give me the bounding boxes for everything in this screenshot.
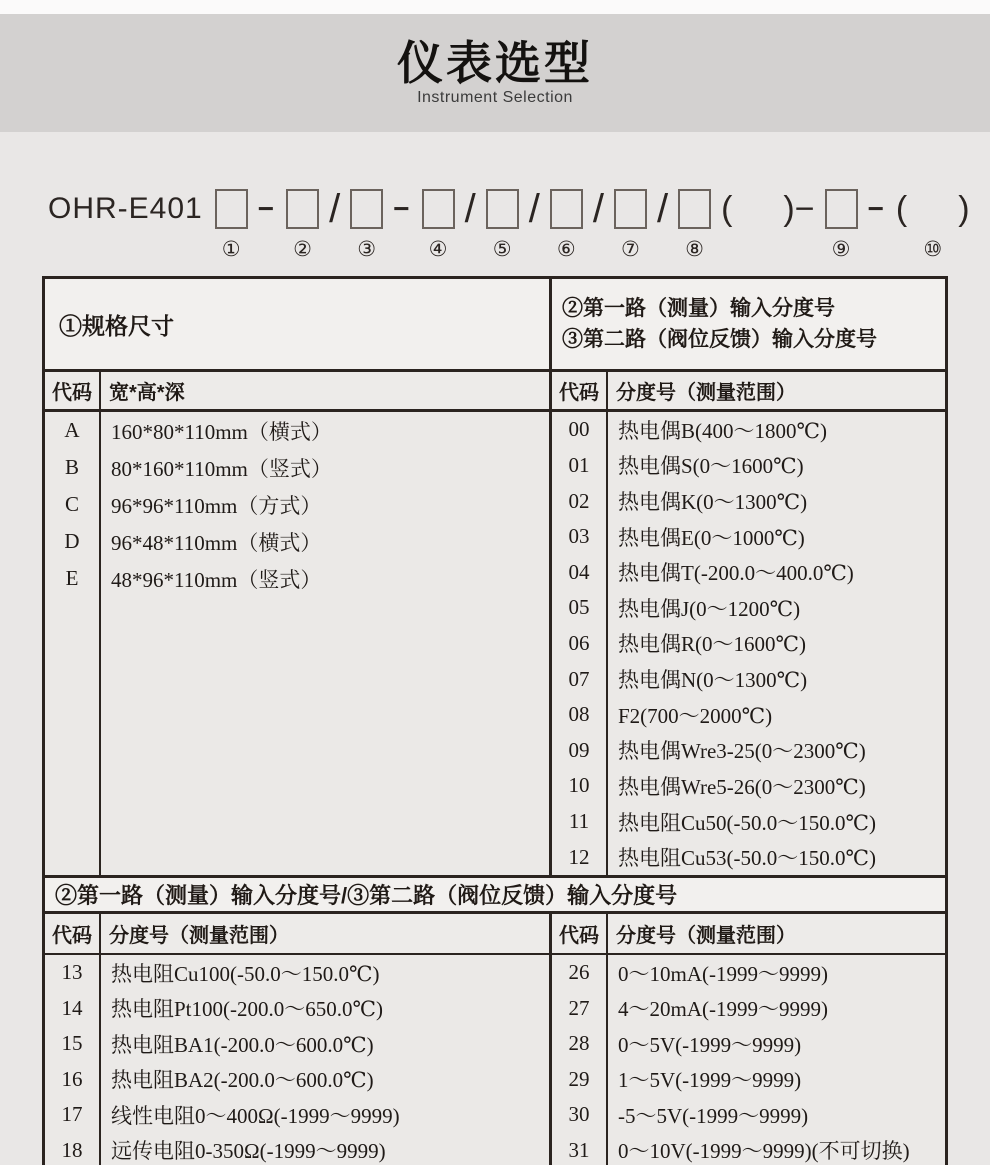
model-segment — [657, 186, 668, 262]
input-header-line1: ②第一路（测量）输入分度号 — [562, 296, 835, 320]
model-box-slot — [678, 186, 711, 232]
spec-size-cell: 48*96*110mm（竖式） — [111, 567, 322, 592]
page-title: 仪表选型 — [397, 36, 593, 89]
spec-size-cell: 96*48*110mm（横式） — [111, 530, 322, 555]
size-column-header: 宽*高*深 — [101, 372, 552, 409]
selection-tables — [42, 276, 948, 1165]
input-range-cell: 热电偶B(400～1800℃) — [618, 418, 827, 443]
graduation-column-header: 分度号（测量范围） — [101, 914, 552, 953]
input-range-cell: 热电阻Cu53(-50.0～150.0℃) — [618, 846, 876, 871]
separator-paren: ( ) — [895, 189, 970, 228]
right-range-cell: 4～20mA(-1999～9999) — [618, 997, 828, 1022]
model-segment — [825, 186, 858, 262]
left-code-cell: 13 — [61, 960, 83, 985]
model-segments — [215, 186, 970, 262]
left-range-cell: 热电阻Cu100(-50.0～150.0℃) — [111, 961, 380, 986]
code-column-header: 代码 — [45, 914, 101, 953]
input-range-cell: 热电偶E(0～1000℃) — [618, 525, 805, 550]
input-range-cell: 热电偶T(-200.0～400.0℃) — [618, 561, 854, 586]
right-range-cell: 1～5V(-1999～9999) — [618, 1068, 802, 1093]
model-digit-box — [286, 189, 319, 229]
left-range-cell: 远传电阻0-350Ω(-1999～9999) — [111, 1139, 386, 1164]
model-box-slot — [614, 186, 647, 232]
position-number: ⑥ — [556, 237, 576, 261]
model-box-slot — [350, 186, 383, 232]
input-code-cell: 03 — [568, 524, 590, 549]
page-header — [0, 14, 990, 132]
table2-data-area — [45, 955, 945, 1165]
input-code-cell: 07 — [568, 666, 590, 691]
position-number: ② — [293, 237, 312, 261]
model-segment — [593, 186, 604, 262]
model-segment — [329, 186, 340, 262]
separator-slash: / — [464, 186, 476, 231]
input-code-cell: 06 — [568, 630, 590, 655]
separator-slash: / — [528, 186, 540, 231]
input-code-cell: 02 — [568, 488, 590, 513]
right-range-cell: -5～5V(-1999～9999) — [618, 1103, 809, 1128]
model-digit-box — [678, 189, 711, 229]
spec-size-cell: 96*96*110mm（方式） — [111, 493, 322, 518]
left-code-cell: 18 — [61, 1137, 83, 1162]
input-code-cell: 10 — [568, 773, 590, 798]
input-code-cell: 09 — [568, 737, 590, 762]
model-digit-box — [350, 189, 383, 229]
model-segment — [868, 186, 886, 262]
left-code-cell: 17 — [61, 1102, 83, 1127]
left-code-column — [45, 955, 101, 1165]
spec-code-cell: C — [64, 492, 79, 516]
table1-header-row — [45, 279, 945, 372]
right-range-cell: 0～10V(-1999～9999)(不可切换) — [618, 1139, 910, 1164]
input-range-cell: 热电偶K(0～1300℃) — [618, 490, 808, 515]
left-range-cell: 热电阻Pt100(-200.0～650.0℃) — [111, 997, 383, 1022]
model-segment — [550, 186, 583, 262]
position-number: ⑩ — [923, 237, 943, 261]
spec-code-cell: B — [64, 455, 79, 479]
page-subtitle: Instrument Selection — [417, 89, 573, 107]
model-segment — [529, 186, 540, 262]
table1-data-area — [45, 412, 945, 875]
model-segment — [422, 186, 455, 262]
position-number: ⑨ — [831, 237, 851, 261]
spec-code-cell: E — [65, 566, 79, 590]
spec-size-cell: 160*80*110mm（横式） — [111, 419, 332, 444]
input-range-cell: F2(700～2000℃) — [618, 703, 773, 728]
separator-slash: / — [656, 186, 669, 231]
left-range-cell: 热电阻BA1(-200.0～600.0℃) — [111, 1032, 374, 1057]
input-range-cell: 热电偶S(0～1600℃) — [618, 454, 804, 479]
input-code-cell: 08 — [568, 702, 590, 727]
separator-slash: / — [329, 186, 341, 231]
input-range-cell: 热电偶R(0～1600℃) — [618, 632, 806, 657]
left-code-cell: 14 — [61, 995, 83, 1020]
separator-dash: − — [867, 193, 886, 224]
right-range-column — [608, 955, 945, 1165]
input-range-cell: 热电偶Wre5-26(0～2300℃) — [618, 774, 866, 799]
model-segment — [258, 186, 276, 262]
input-range-cell: 热电阻Cu50(-50.0～150.0℃) — [618, 810, 876, 835]
right-code-cell: 26 — [568, 960, 590, 985]
spec-code-cell: A — [64, 418, 80, 442]
input-code-cell: 05 — [568, 595, 590, 620]
table2-body — [42, 914, 948, 1165]
right-range-cell: 0～10mA(-1999～9999) — [618, 961, 828, 986]
top-strip — [0, 0, 990, 14]
model-segment — [465, 186, 476, 262]
graduation-column-header: 分度号（测量范围） — [616, 925, 796, 947]
model-code-line — [48, 186, 978, 268]
spec-size-header: ①规格尺寸 — [45, 279, 552, 369]
spec-size-cell: 80*160*110mm（竖式） — [111, 456, 332, 481]
model-segment — [486, 186, 519, 262]
model-box-slot — [550, 186, 583, 232]
model-digit-box — [486, 189, 519, 229]
position-number: ⑧ — [685, 237, 704, 261]
right-range-cell: 0～5V(-1999～9999) — [618, 1032, 802, 1057]
input-range-cell: 热电偶Wre3-25(0～2300℃) — [618, 739, 866, 764]
table1-subheader-row — [45, 372, 945, 412]
model-box-slot — [286, 186, 319, 232]
input-range-cell: 热电偶J(0～1200℃) — [618, 596, 801, 621]
position-number: ① — [221, 237, 241, 261]
code-column-header: 代码 — [45, 372, 101, 409]
right-code-cell: 31 — [568, 1137, 590, 1162]
model-segment — [215, 186, 248, 262]
left-range-cell: 热电阻BA2(-200.0～600.0℃) — [111, 1068, 374, 1093]
input-header-line2: ③第二路（阀位反馈）输入分度号 — [562, 328, 877, 351]
input-range-cell: 热电偶N(0～1300℃) — [618, 668, 808, 693]
model-segment — [614, 186, 647, 262]
separator-dash: − — [257, 193, 277, 224]
left-range-cell: 线性电阻0～400Ω(-1999～9999) — [111, 1103, 400, 1128]
left-range-column — [101, 955, 552, 1165]
model-segment — [393, 186, 411, 262]
right-code-cell: 28 — [568, 1031, 590, 1056]
model-segment — [896, 186, 970, 262]
separator-dash: − — [393, 193, 412, 224]
input-code-cell: 00 — [568, 417, 590, 442]
input-range-column — [608, 412, 945, 875]
code-column-header: 代码 — [552, 914, 608, 953]
position-number: ④ — [428, 237, 448, 261]
separator-paren: ( )− — [721, 189, 815, 228]
model-segment — [678, 186, 711, 262]
position-number: ⑤ — [492, 237, 512, 261]
model-digit-box — [422, 189, 455, 229]
input-code-cell: 01 — [568, 452, 590, 477]
table-spec-and-input — [42, 276, 948, 878]
input-code-cell: 11 — [568, 809, 590, 833]
spec-code-cell: D — [64, 529, 80, 553]
model-box-slot — [486, 186, 519, 232]
input-code-cell: 12 — [568, 844, 590, 869]
model-digit-box — [825, 189, 858, 229]
table2-section-header: ②第一路（测量）输入分度号/③第二路（阀位反馈）输入分度号 — [42, 878, 948, 914]
model-segment — [721, 186, 815, 262]
left-code-cell: 16 — [61, 1066, 83, 1091]
graduation-column-header: 分度号（测量范围） — [616, 382, 796, 404]
model-segment — [286, 186, 319, 262]
input-graduation-header — [552, 279, 945, 369]
right-code-cell: 27 — [568, 995, 590, 1020]
model-box-slot — [215, 186, 248, 232]
left-code-cell: 15 — [61, 1031, 83, 1056]
separator-slash: / — [592, 186, 604, 231]
right-code-cell: 29 — [568, 1066, 590, 1091]
code-column-header: 代码 — [552, 372, 608, 409]
spec-code-column — [45, 412, 101, 875]
model-digit-box — [614, 189, 647, 229]
input-code-cell: 04 — [568, 559, 590, 584]
right-code-cell: 30 — [568, 1102, 590, 1127]
position-number: ⑦ — [621, 237, 640, 261]
table2-subheader-row — [45, 914, 945, 955]
model-prefix: OHR-E401 — [48, 192, 203, 225]
model-digit-box — [215, 189, 248, 229]
position-number: ③ — [357, 237, 377, 261]
model-box-slot — [825, 186, 858, 232]
right-code-column — [552, 955, 608, 1165]
model-segment — [350, 186, 383, 262]
model-box-slot — [422, 186, 455, 232]
spec-size-column — [101, 412, 552, 875]
input-code-column — [552, 412, 608, 875]
model-digit-box — [550, 189, 583, 229]
